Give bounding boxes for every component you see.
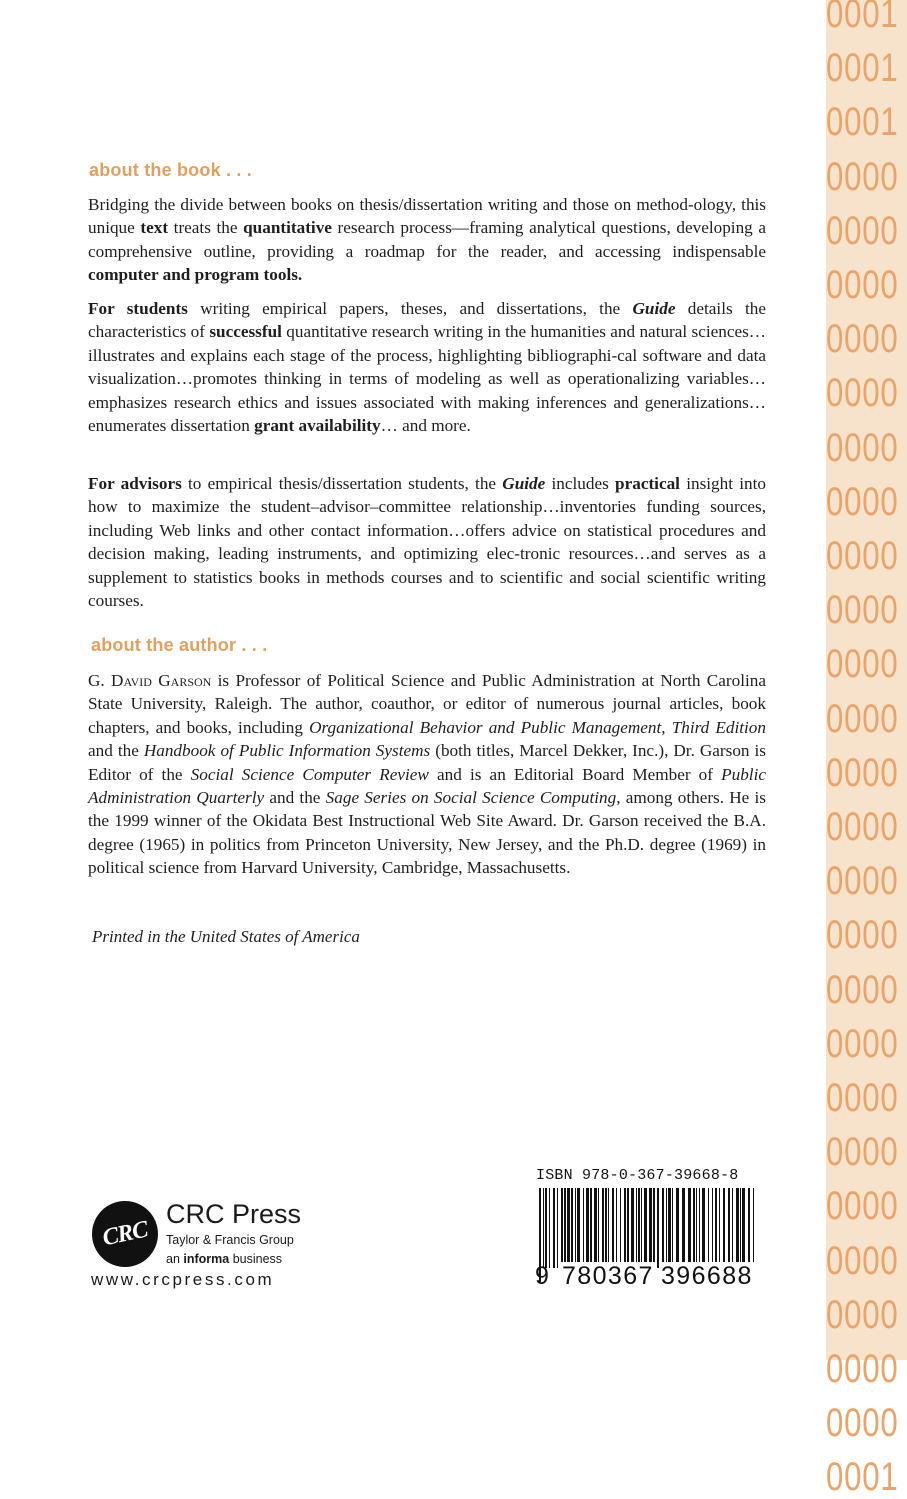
publisher-informa-line [166,1252,282,1266]
text-run: is Professor of Political Science and Public Administration at North Carolina State University, Raleigh. The author, coauthor, or editor of numerous journal articles, book chapters, and books, including [88,671,766,737]
barcode-bar [649,1188,652,1268]
text-run: successful [209,322,282,342]
text-run: treats the [168,218,244,238]
binary-row: 0000 [826,1292,899,1337]
barcode-bar [590,1188,592,1268]
barcode-bar [708,1188,709,1268]
barcode-bar [571,1188,573,1268]
ean-left-digits: 780367 [562,1262,654,1290]
binary-row: 0000 [826,805,899,849]
binary-row: 0000 [826,1130,899,1175]
text-run: For students [88,299,188,318]
barcode-bar [605,1188,607,1268]
barcode-bar [612,1188,614,1268]
text-run: G. David Garson [88,671,212,690]
informa-pre: an [166,1252,184,1266]
barcode-bar [672,1188,673,1268]
ean-right-digits: 396688 [661,1262,753,1290]
text-run: … and more. [380,416,471,436]
binary-row: 0000 [826,208,899,253]
binary-row: 0000 [826,1238,899,1283]
barcode-bar [742,1188,745,1268]
barcode-bar [638,1188,640,1268]
barcode-bar [666,1188,667,1268]
barcode-bar [545,1188,547,1268]
barcode-bar [631,1188,634,1268]
binary-row: 0000 [826,859,899,904]
about-book-paragraph-1 [88,193,766,287]
barcode-bar [719,1188,720,1268]
barcode-bar [696,1188,697,1268]
barcode-bar [728,1188,730,1268]
text-run: Bridging the divide between books on thesis/dissertation writing and those on method-ology, this unique [88,195,766,238]
binary-row: 0000 [826,263,899,307]
binary-row: 0000 [826,317,899,362]
barcode-bar [668,1188,671,1268]
barcode-bar [577,1188,580,1268]
barcode-bar [543,1188,544,1268]
barcode-bar [608,1188,609,1268]
barcode-bar [594,1188,597,1268]
binary-row: 0000 [826,534,899,578]
text-run: and the [88,741,144,761]
binary-row: 0000 [826,588,899,633]
barcode-bar [699,1188,700,1268]
binary-row: 0000 [826,1021,899,1066]
text-run: For advisors [88,474,182,493]
text-run: quantitative research writing in the humanities and natural sciences…illustrates and explains each stage of the process, highlighting bibliographi-cal software and data visualization…promotes thinking in terms of modeling as well as operationalizing variables…emphasizes research ethics and issues associated with making inferences and generalizations…enumerates dissertation [88,322,766,436]
informa-bold: informa [183,1252,230,1266]
binary-row: 0001 [826,0,899,36]
barcode-bar [583,1188,584,1268]
text-run: research process—framing analytical questions, developing a comprehensive outline, providing a roadmap for the reader, and accessing indispensable [88,218,766,261]
text-run: Public Administration Quarterly [88,764,766,808]
binary-row: 0001 [826,1455,899,1499]
barcode-bar [567,1188,570,1268]
barcode-bar [620,1188,621,1268]
barcode-bar [553,1188,555,1268]
text-run: details the characteristics of [88,299,766,342]
ean-first-digit: 9 [535,1262,549,1290]
text-run: practical [615,474,680,493]
barcode-bar [602,1188,604,1268]
barcode-bar [748,1188,750,1268]
barcode-bar [657,1188,659,1268]
text-run: and is an Editorial Board Member of [428,764,722,784]
barcode-bar [653,1188,655,1268]
binary-row: 0000 [826,696,899,741]
text-run: insight into how to maximize the student–advisor–committee relationship…inventories funding sources, including Web links and other contact information…offers advice on statistical procedures and decision making, leading instruments, and optimizing elec-tronic resources…and serves as a supplement to statistics books in methods courses and to scientific and social scientific writing courses. [88,474,766,611]
barcode-bar [662,1188,664,1268]
barcode-bar [549,1188,550,1268]
barcode-bar [561,1188,563,1268]
barcode-bar [682,1188,685,1268]
informa-post: business [229,1252,283,1266]
text-run: , among others. He is the 1999 winner of the Okidata Best Instructional Web Site Award. Dr. Garson received the B.A. degree (1965) in politics from Princeton University, New Jersey, and the Ph.D. degree (1969) in political science from Harvard University, Cambridge, Massachusetts. [88,788,766,878]
text-run: computer and program tools. [88,265,303,285]
binary-row: 0000 [826,479,899,524]
binary-row: 0000 [826,750,899,795]
binary-row: 0000 [826,154,899,199]
publisher-name: CRC Press [166,1199,302,1229]
printed-in-usa: Printed in the United States of America [92,927,360,946]
binary-row: 0000 [826,1347,899,1391]
text-run: grant availability [254,416,381,436]
binary-row: 0001 [826,100,899,145]
publisher-url: www.crcpress.com [91,1270,275,1289]
barcode-bar [736,1188,739,1268]
binary-row: 0000 [826,967,899,1012]
text-run: (both titles, Marcel Dekker, Inc.), Dr. Garson is Editor of the [88,741,766,784]
crc-logo-icon [92,1201,158,1267]
barcode-bar [557,1188,558,1268]
text-run: to empirical thesis/dissertation students, the [181,474,503,493]
barcode-bar [715,1188,717,1268]
text-run: text [140,218,169,238]
about-book-heading: about the book . . . [89,160,252,180]
barcode-bar [676,1188,679,1268]
barcode-bar [575,1188,576,1268]
barcode-bar [712,1188,713,1268]
barcode-bar [598,1188,599,1268]
text-run: Handbook of Public Information Systems [143,741,431,761]
crc-logo-text: CRC [100,1216,150,1252]
about-author-paragraph [88,669,766,880]
about-book-paragraph-2 [88,297,766,437]
text-run: Organizational Behavior and Public Management, Third Edition [309,717,766,737]
barcode-bar [723,1188,725,1268]
binary-row: 0000 [826,425,899,470]
binary-row: 0000 [826,371,899,416]
binary-decoration-strip [826,0,907,1499]
barcode-bar [693,1188,695,1268]
barcode-bar [702,1188,705,1268]
publisher-group: Taylor & Francis Group [166,1233,294,1247]
binary-row: 0001 [826,46,899,91]
barcode-bar [564,1188,566,1268]
barcode-bar [688,1188,691,1268]
barcode-bar [624,1188,626,1268]
text-run: Guide [632,299,676,318]
barcode-bar [732,1188,733,1268]
text-run: Sage Series on Social Science Computing [325,788,617,808]
binary-row: 0000 [826,1401,899,1446]
text-run: quantitative [243,218,332,238]
binary-row: 0000 [826,642,899,687]
isbn-label: ISBN 978-0-367-39668-8 [536,1167,739,1184]
barcode-bar [740,1188,741,1268]
barcode-bar [627,1188,629,1268]
text-run: writing empirical papers, theses, and dissertations, the [187,299,633,318]
text-run: and the [264,788,326,808]
barcode-bar [586,1188,589,1268]
text-run: includes [545,474,616,493]
barcode-bar [636,1188,637,1268]
barcode-bar [616,1188,617,1268]
binary-row: 0000 [826,1184,899,1229]
text-run: Social Science Computer Review [190,764,429,784]
about-author-heading: about the author . . . [91,635,268,655]
about-book-paragraph-3 [88,472,766,612]
text-run: Guide [502,474,546,493]
binary-row: 0000 [826,1076,899,1120]
binary-row: 0000 [826,913,899,958]
